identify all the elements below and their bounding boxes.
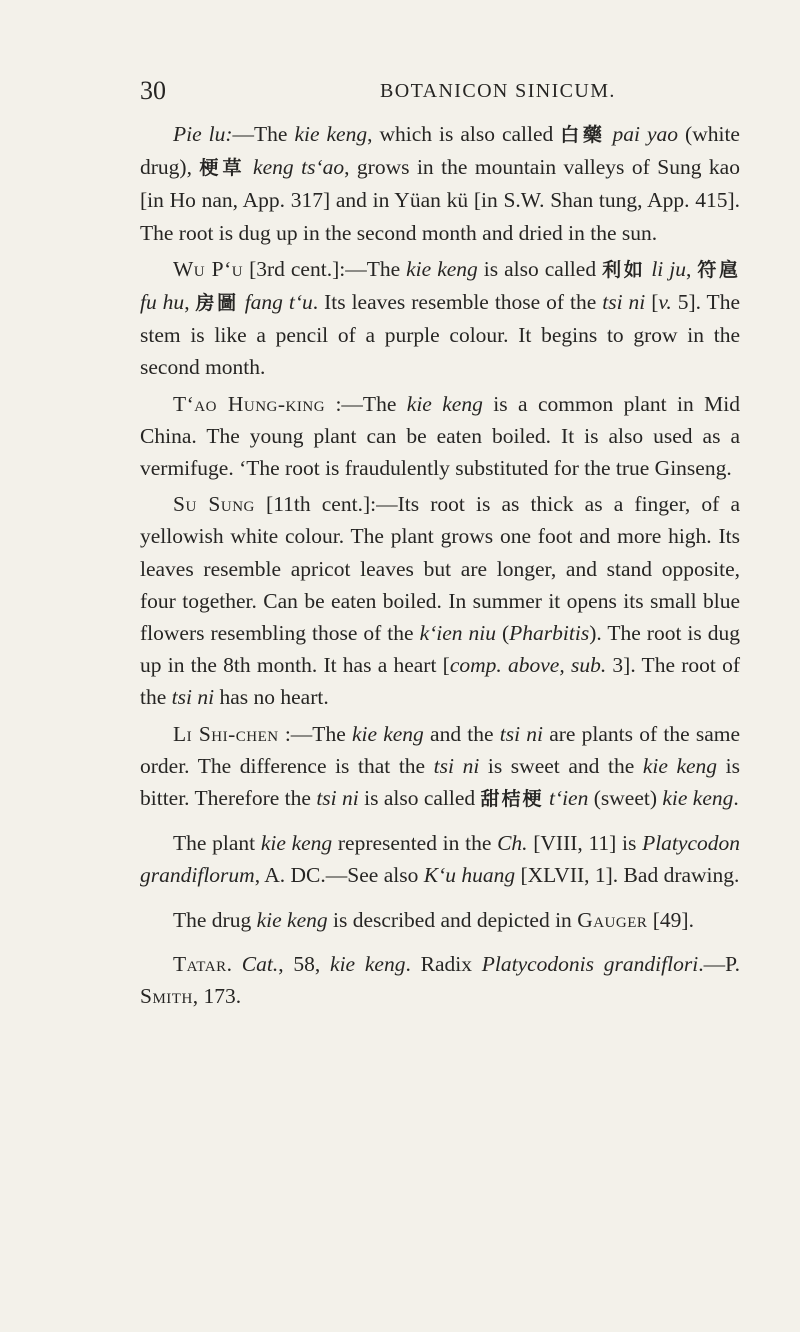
text-run: , 173. [192,984,242,1009]
page-header [140,76,740,110]
text-run: (white drug), [140,122,740,180]
text-run: [49]. [647,907,694,932]
text-run: comp. above, sub. [449,653,607,678]
text-run: ( [496,621,510,646]
text-run: tsi ni [499,721,543,746]
chinese-characters: 甜桔梗 [480,788,544,811]
text-run: Li Shi-chen [173,721,279,746]
text-run: K‘u huang [423,863,516,888]
text-run: is described and depicted in [327,907,578,932]
text-run: k‘ien niu [419,621,497,646]
text-run: ). The root is dug up in the 8th month. It has a heart [ [140,621,740,678]
text-run [246,155,253,179]
text-run: Platycodonis grandiflori [481,951,699,976]
running-title: BOTANICON SINICUM. [380,80,616,102]
text-run: :—The [278,721,352,746]
text-run: Pharbitis [509,621,590,646]
text-run: Cat. [241,951,279,976]
text-run: . Its leaves resemble those of the [312,290,603,315]
text-run: pai yao [612,122,679,146]
text-run: represented in the [332,831,498,856]
chinese-characters: 符扈 [697,258,740,281]
text-run: [3rd cent.]:—The [243,256,407,281]
text-run: [ [645,290,659,315]
text-run: kie keng [294,122,368,146]
text-run: kie keng [662,786,734,811]
paragraph-pie-lu [140,118,740,249]
text-run: , grows in the mountain valleys of Sung kao [in Ho nan, App. 317] and in Yüan kü [in S.W. Shan tung, App. 415]. The root is dug up in the second month and dried in the sun. [140,155,740,245]
text-run: , which is also called [367,122,561,146]
text-run: kie keng [406,391,483,416]
text-run: 5]. The stem is like a pencil of a purple colour. It begins to grow in the second month. [140,290,740,380]
paragraph-wu-pu [140,253,740,384]
text-run: tsi ni [602,290,646,315]
text-run: [11th cent.]:—Its root is as thick as a finger, of a yellowish white colour. The plant grows one foot and more high. Its leaves resemble apricot leaves but are longer, and stand opposite, four together. Can be eaten boiled. In summer it opens its small blue flowers resembling those of the [140,492,740,646]
text-run: is also called [477,256,603,281]
text-run: and the [423,721,500,746]
text-run: . Radix [405,951,482,976]
paragraph-tatar-catalogue [140,948,740,1012]
text-run: . [226,951,242,976]
paragraph-gauger-note [140,904,740,936]
text-run: kie keng [260,831,333,856]
text-run: Platycodon grandiflorum [140,831,740,888]
text-run: [XLVII, 1]. Bad drawing. [515,863,740,888]
chinese-characters: 房圖 [195,292,239,315]
text-run: (sweet) [588,786,663,811]
text-run: tsi ni [171,685,215,710]
text-run: Pie lu: [173,122,233,146]
text-run: Tatar [173,951,227,976]
text-run: kie keng [642,753,718,778]
text-run: kie keng [406,256,478,281]
text-run: is bitter. Therefore the [140,753,740,811]
text-run: li ju [651,256,686,281]
text-run: has no heart. [214,685,329,710]
text-run: tsi ni [316,786,359,811]
text-run: 3]. The root of the [140,653,740,710]
text-run: :—The [325,391,407,416]
text-run [606,122,613,146]
text-run: , [184,290,196,315]
text-run: , [686,256,698,281]
text-run: kie keng [351,721,424,746]
text-run: kie keng [256,907,328,932]
text-run: Wu P‘u [173,256,244,281]
text-run: fang t‘u [244,290,313,315]
text-run: T‘ao Hung-king [173,391,326,416]
text-run: , 58, [278,951,331,976]
paragraph-li-shi-chen [140,718,740,816]
text-run: keng ts‘ao [253,155,345,180]
chinese-characters: 利如 [602,258,646,281]
paragraph-platycodon-note [140,827,740,891]
text-run: Gauger [577,907,648,932]
text-run: is sweet and the [479,753,643,778]
text-run: Smith [140,984,193,1009]
text-run: The drug [173,907,257,932]
text-run: Ch. [497,831,528,856]
chinese-characters: 白藥 [560,124,606,146]
text-run: v. [658,290,672,315]
text-run: Su Sung [173,492,255,517]
text-run: The plant [173,831,261,856]
paragraph-su-sung [140,488,740,713]
paragraph-tao-hung-king [140,388,740,485]
text-run: tsi ni [433,753,480,778]
page-number: 30 [140,76,166,105]
text-run: is also called [358,786,481,811]
text-run: t‘ien [548,786,589,811]
text-run: —The [232,122,295,146]
text-run: fu hu [140,290,185,315]
chinese-characters: 梗草 [199,157,246,180]
text-run: .—P. [698,951,741,976]
text-run: . [733,786,739,811]
text-run: are plants of the same order. The difference is that the [140,721,740,778]
text-run: kie keng [330,951,406,976]
text-run: [VIII, 11] is [527,831,643,856]
text-run: is a common plant in Mid China. The young plant can be eaten boiled. It is also used as a vermifuge. ‘The root is fraudulently substituted for the true Ginseng. [140,391,740,481]
page-body [140,118,740,1012]
text-run: , A. DC.—See also [254,863,424,888]
